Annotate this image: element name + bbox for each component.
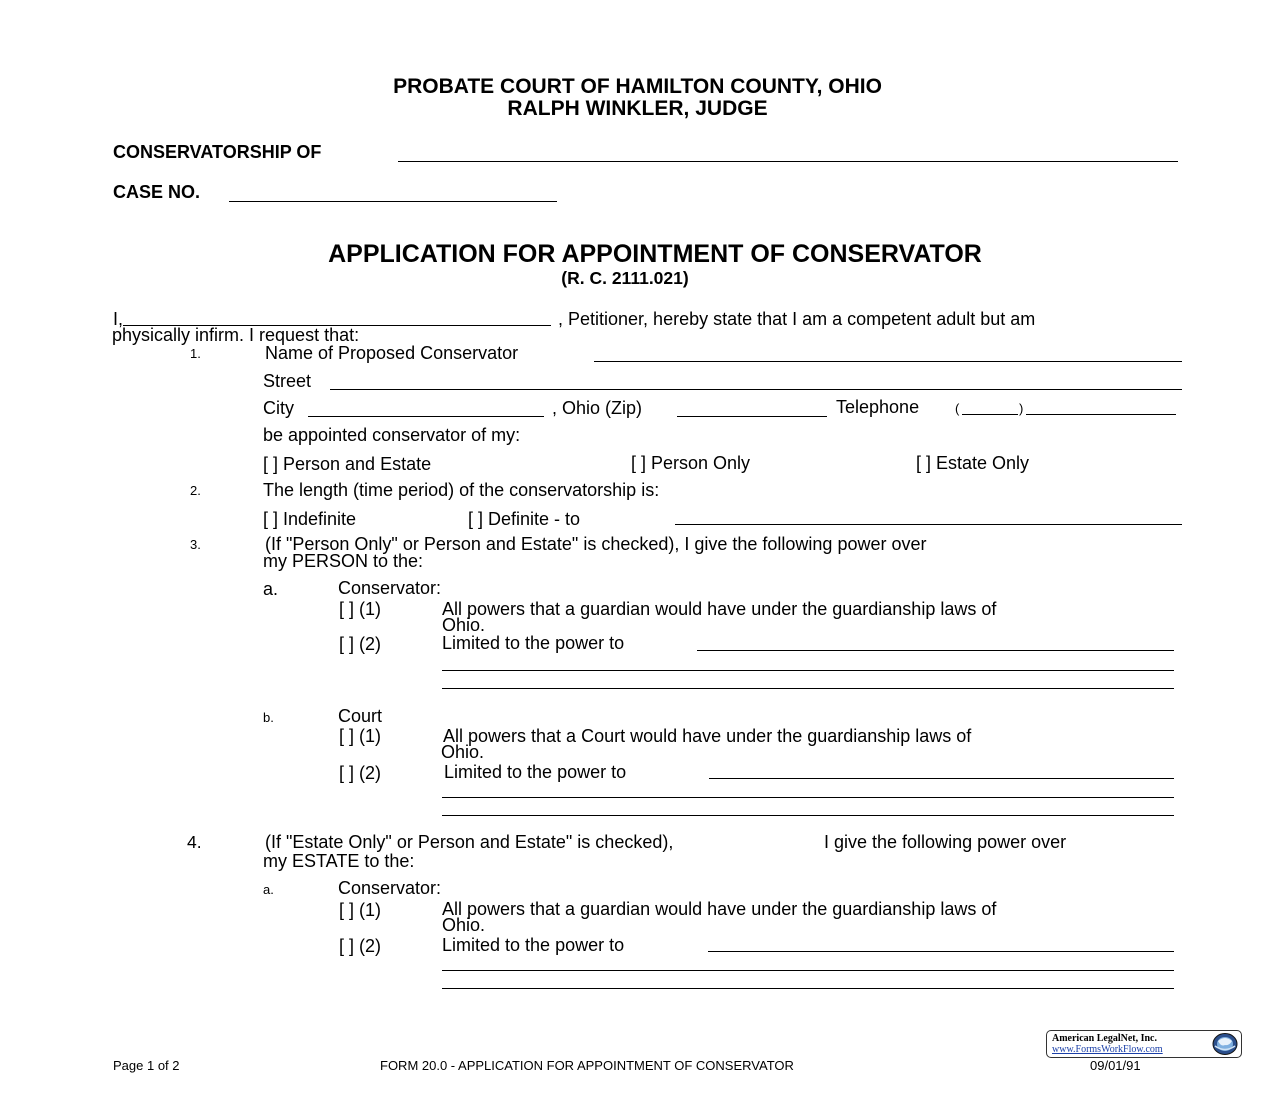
time-period-text: The length (time period) of the conservatorship is: [263, 480, 660, 500]
street-field[interactable] [330, 389, 1182, 390]
checkbox-3b1[interactable]: [ ] (1) [339, 726, 382, 746]
case-no-field[interactable] [229, 201, 557, 202]
item-3b-title: Court [338, 706, 383, 726]
item-3a1-text2: Ohio. [442, 615, 486, 635]
checkbox-definite[interactable]: [ ] Definite - to [468, 509, 581, 529]
item-3b2-field-line3[interactable] [442, 815, 1174, 816]
checkbox-4a1[interactable]: [ ] (1) [339, 900, 382, 920]
city-field[interactable] [308, 416, 544, 417]
vendor-url[interactable]: www.FormsWorkFlow.com [1052, 1044, 1163, 1055]
phone-close-paren: ) [1019, 401, 1024, 416]
conservatorship-field[interactable] [398, 161, 1178, 162]
checkbox-estate-only[interactable]: [ ] Estate Only [916, 453, 1030, 473]
item-3-line2: my PERSON to the: [263, 551, 424, 571]
conservatorship-label: CONSERVATORSHIP OF [113, 142, 322, 162]
item-4a1-text2: Ohio. [442, 915, 486, 935]
globe-icon [1209, 1032, 1239, 1056]
checkbox-3a2[interactable]: [ ] (2) [339, 634, 382, 654]
item-4a2-field-line2[interactable] [442, 970, 1174, 971]
ohio-zip-label: , Ohio (Zip) [552, 398, 643, 418]
intro-text: , Petitioner, hereby state that I am a competent adult but am [558, 309, 1036, 329]
item-3b-label: b. [263, 710, 274, 725]
form-date: 09/01/91 [1090, 1058, 1141, 1073]
item-3b2-text: Limited to the power to [444, 762, 627, 782]
street-label: Street [263, 371, 312, 391]
telephone-label: Telephone [836, 397, 920, 417]
item-4a2-text: Limited to the power to [442, 935, 625, 955]
vendor-name: American LegalNet, Inc. [1052, 1033, 1157, 1044]
item-3a2-field-line1[interactable] [697, 650, 1174, 651]
item-4-line1b: I give the following power over [824, 832, 1067, 852]
statute-ref: (R. C. 2111.021) [561, 268, 689, 288]
checkbox-person-only[interactable]: [ ] Person Only [631, 453, 751, 473]
proposed-conservator-label: Name of Proposed Conservator [265, 343, 519, 363]
item-4a-title: Conservator: [338, 878, 442, 898]
item-1-number: 1. [190, 346, 201, 361]
appointed-text: be appointed conservator of my: [263, 425, 521, 445]
checkbox-4a2[interactable]: [ ] (2) [339, 936, 382, 956]
intro-i: I, [113, 309, 124, 329]
item-3a1-text: All powers that a guardian would have under the guardianship laws of [442, 599, 997, 619]
intro-text-line2: physically infirm. I request that: [112, 325, 360, 345]
item-3b2-field-line2[interactable] [442, 797, 1174, 798]
judge-name: RALPH WINKLER, JUDGE [507, 97, 768, 120]
item-4-line2: my ESTATE to the: [263, 851, 415, 871]
zip-field[interactable] [677, 416, 827, 417]
item-3a-title: Conservator: [338, 578, 442, 598]
item-3b1-text2: Ohio. [441, 742, 485, 762]
item-4-line1a: (If "Estate Only" or Person and Estate" is checked), [265, 832, 674, 852]
case-no-label: CASE NO. [113, 182, 201, 202]
definite-date-field[interactable] [675, 524, 1182, 525]
item-3a2-field-line3[interactable] [442, 688, 1174, 689]
item-4a1-text: All powers that a guardian would have under the guardianship laws of [442, 899, 997, 919]
phone-open-paren: ( [955, 401, 960, 416]
area-code-field[interactable] [962, 414, 1018, 415]
page-number: Page 1 of 2 [113, 1058, 180, 1073]
checkbox-3a1[interactable]: [ ] (1) [339, 599, 382, 619]
item-4-number: 4. [187, 832, 202, 852]
city-label: City [263, 398, 294, 418]
proposed-conservator-field[interactable] [594, 361, 1182, 362]
form-title: APPLICATION FOR APPOINTMENT OF CONSERVATOR [328, 240, 982, 268]
form-number: FORM 20.0 - APPLICATION FOR APPOINTMENT OF CONSERVATOR [380, 1058, 794, 1073]
item-3-number: 3. [190, 537, 201, 552]
item-3a2-text: Limited to the power to [442, 633, 625, 653]
checkbox-3b2[interactable]: [ ] (2) [339, 763, 382, 783]
item-3b2-field-line1[interactable] [709, 778, 1174, 779]
item-4a2-field-line1[interactable] [708, 951, 1174, 952]
vendor-badge[interactable] [1046, 1030, 1242, 1058]
checkbox-person-and-estate[interactable]: [ ] Person and Estate [263, 454, 432, 474]
item-3-line1: (If "Person Only" or Person and Estate" is checked), I give the following power over [265, 534, 927, 554]
item-2-number: 2. [190, 483, 201, 498]
item-3a-label: a. [263, 579, 279, 599]
item-3b1-text: All powers that a Court would have under the guardianship laws of [443, 726, 972, 746]
court-name: PROBATE COURT OF HAMILTON COUNTY, OHIO [393, 75, 882, 98]
item-3a2-field-line2[interactable] [442, 670, 1174, 671]
telephone-field[interactable] [1026, 414, 1176, 415]
item-4a-label: a. [263, 882, 274, 897]
checkbox-indefinite[interactable]: [ ] Indefinite [263, 509, 357, 529]
item-4a2-field-line3[interactable] [442, 988, 1174, 989]
